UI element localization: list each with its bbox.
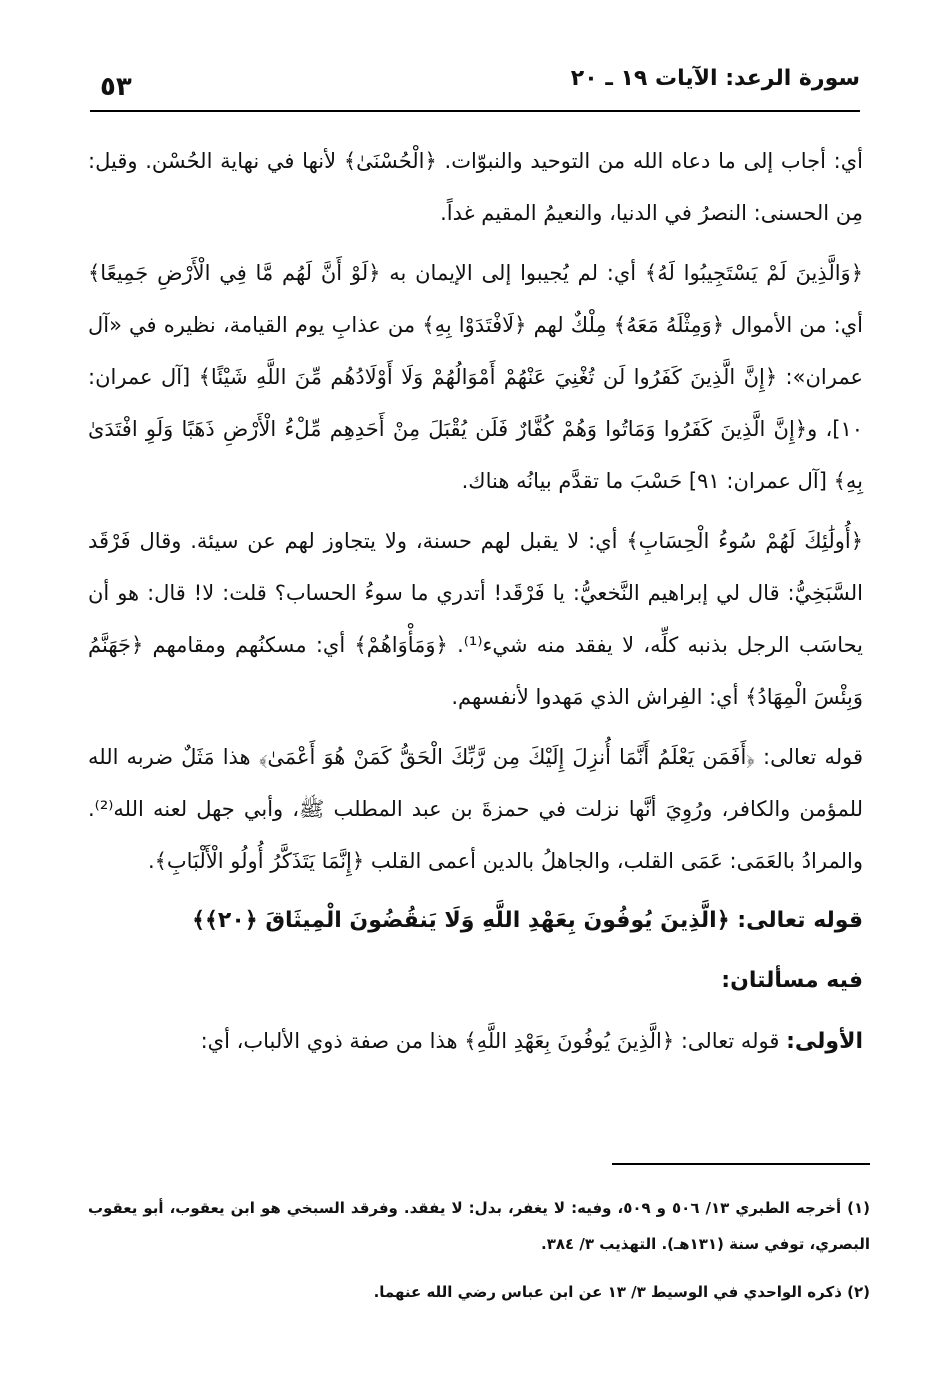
first-issue-text: قوله تعالى: ﴿الَّذِينَ يُوفُونَ بِعَهْدِ اللَّهِ﴾ هذا من صفة ذوي الألباب، أي: bbox=[200, 1029, 780, 1053]
issues-heading: فيه مسألتان: bbox=[721, 968, 863, 993]
page-number: ٥٣ bbox=[100, 72, 132, 102]
footnote-separator bbox=[612, 1163, 870, 1165]
paragraph: ﴿وَالَّذِينَ لَمْ يَسْتَجِيبُوا لَهُ﴾ أي: لم يُجيبوا إلى الإيمان به ﴿لَوْ أَنَّ لَهُم مَّا فِي الْأَرْضِ جَمِيعًا﴾ أي: من الأموال ﴿وَمِثْلَهُ مَعَهُ﴾ مِلْكٌ لهم ﴿لَافْتَدَوْا بِهِ﴾ من عذابِ يوم القيامة، نظيره في «آل عمران»: ﴿إِنَّ الَّذِينَ كَفَرُوا لَن تُغْنِيَ عَنْهُمْ أَمْوَالُهُمْ وَلَا أَوْلَادُهُم مِّنَ اللَّهِ شَيْئًا﴾ [آل عمران: ١٠]، و﴿إِنَّ الَّذِينَ كَفَرُوا وَمَاتُوا وَهُمْ كُفَّارٌ فَلَن يُقْبَلَ مِنْ أَحَدِهِم مِّلْءُ الْأَرْضِ ذَهَبًا وَلَوِ افْتَدَىٰ بِهِ﴾ [آل عمران: ٩١] حَسْبَ ما تقدَّم بيانُه هناك. bbox=[88, 261, 863, 493]
paragraph: ﴿أُولَٰئِكَ لَهُمْ سُوءُ الْحِسَابِ﴾ أي: لا يقبل لهم حسنة، ولا يتجاوز لهم عن سيئة. وقال فَرْقَد السَّبَخِيُّ: قال لي إبراهيم النَّخعيُّ: يا فَرْقَد! أتدري ما سوءُ الحساب؟ قلت: لا! قال: هو أن يحاسَب الرجل بذنبه كلِّه، لا يفقد منه شيء⁽¹⁾. ﴿وَمَأْوَاهُمْ﴾ أي: مسكنُهم ومقامهم ﴿جَهَنَّمُ وَبِئْسَ الْمِهَادُ﴾ أي: الفِراش الذي مَهدوا لأنفسهم. bbox=[88, 529, 863, 709]
main-text bbox=[88, 135, 863, 1076]
paragraph: أي: أجاب إلى ما دعاه الله من التوحيد والنبوّات. ﴿الْحُسْنَىٰ﴾ لأنها في نهاية الحُسْن. وقيل: مِن الحسنى: النصرُ في الدنيا، والنعيمُ المقيم غداً. bbox=[88, 149, 863, 225]
first-issue-label: الأولى: bbox=[786, 1029, 863, 1054]
footnote: (٢) ذكره الواحدي في الوسيط ٣/ ١٣ عن ابن عباس رضي الله عنهما. bbox=[373, 1283, 870, 1301]
first-issue bbox=[88, 1015, 863, 1068]
page-header bbox=[90, 60, 860, 112]
running-title: سورة الرعد: الآيات ١٩ ـ ٢٠ bbox=[570, 66, 860, 91]
paragraph: قوله تعالى: ﴿أَفَمَن يَعْلَمُ أَنَّمَا أُنزِلَ إِلَيْكَ مِن رَّبِّكَ الْحَقُّ كَمَنْ هُوَ أَعْمَىٰ﴾ هذا مَثَلٌ ضربه الله للمؤمن والكافر، ورُوِيَ أنَّها نزلت في حمزةَ بن عبد المطلب ﷺ، وأبي جهل لعنه الله⁽²⁾. والمرادُ بالعَمَى: عَمَى القلب، والجاهلُ بالدين أعمى القلب ﴿إِنَّمَا يَتَذَكَّرُ أُولُو الْأَلْبَابِ﴾. bbox=[88, 745, 863, 873]
verse-heading: قوله تعالى: ﴿الَّذِينَ يُوفُونَ بِعَهْدِ اللَّهِ وَلَا يَنقُضُونَ الْمِيثَاقَ ﴿٢٠﴾﴾ bbox=[192, 908, 863, 933]
footnotes bbox=[88, 1190, 870, 1322]
footnote: (١) أخرجه الطبري ١٣/ ٥٠٦ و ٥٠٩، وفيه: لا يغفر، بدل: لا يفقد. وفرقد السبخي هو ابن يعقوب، أبو يعقوب البصري، توفي سنة (١٣١هـ). التهذيب ٣/ ٣٨٤. bbox=[88, 1199, 870, 1253]
